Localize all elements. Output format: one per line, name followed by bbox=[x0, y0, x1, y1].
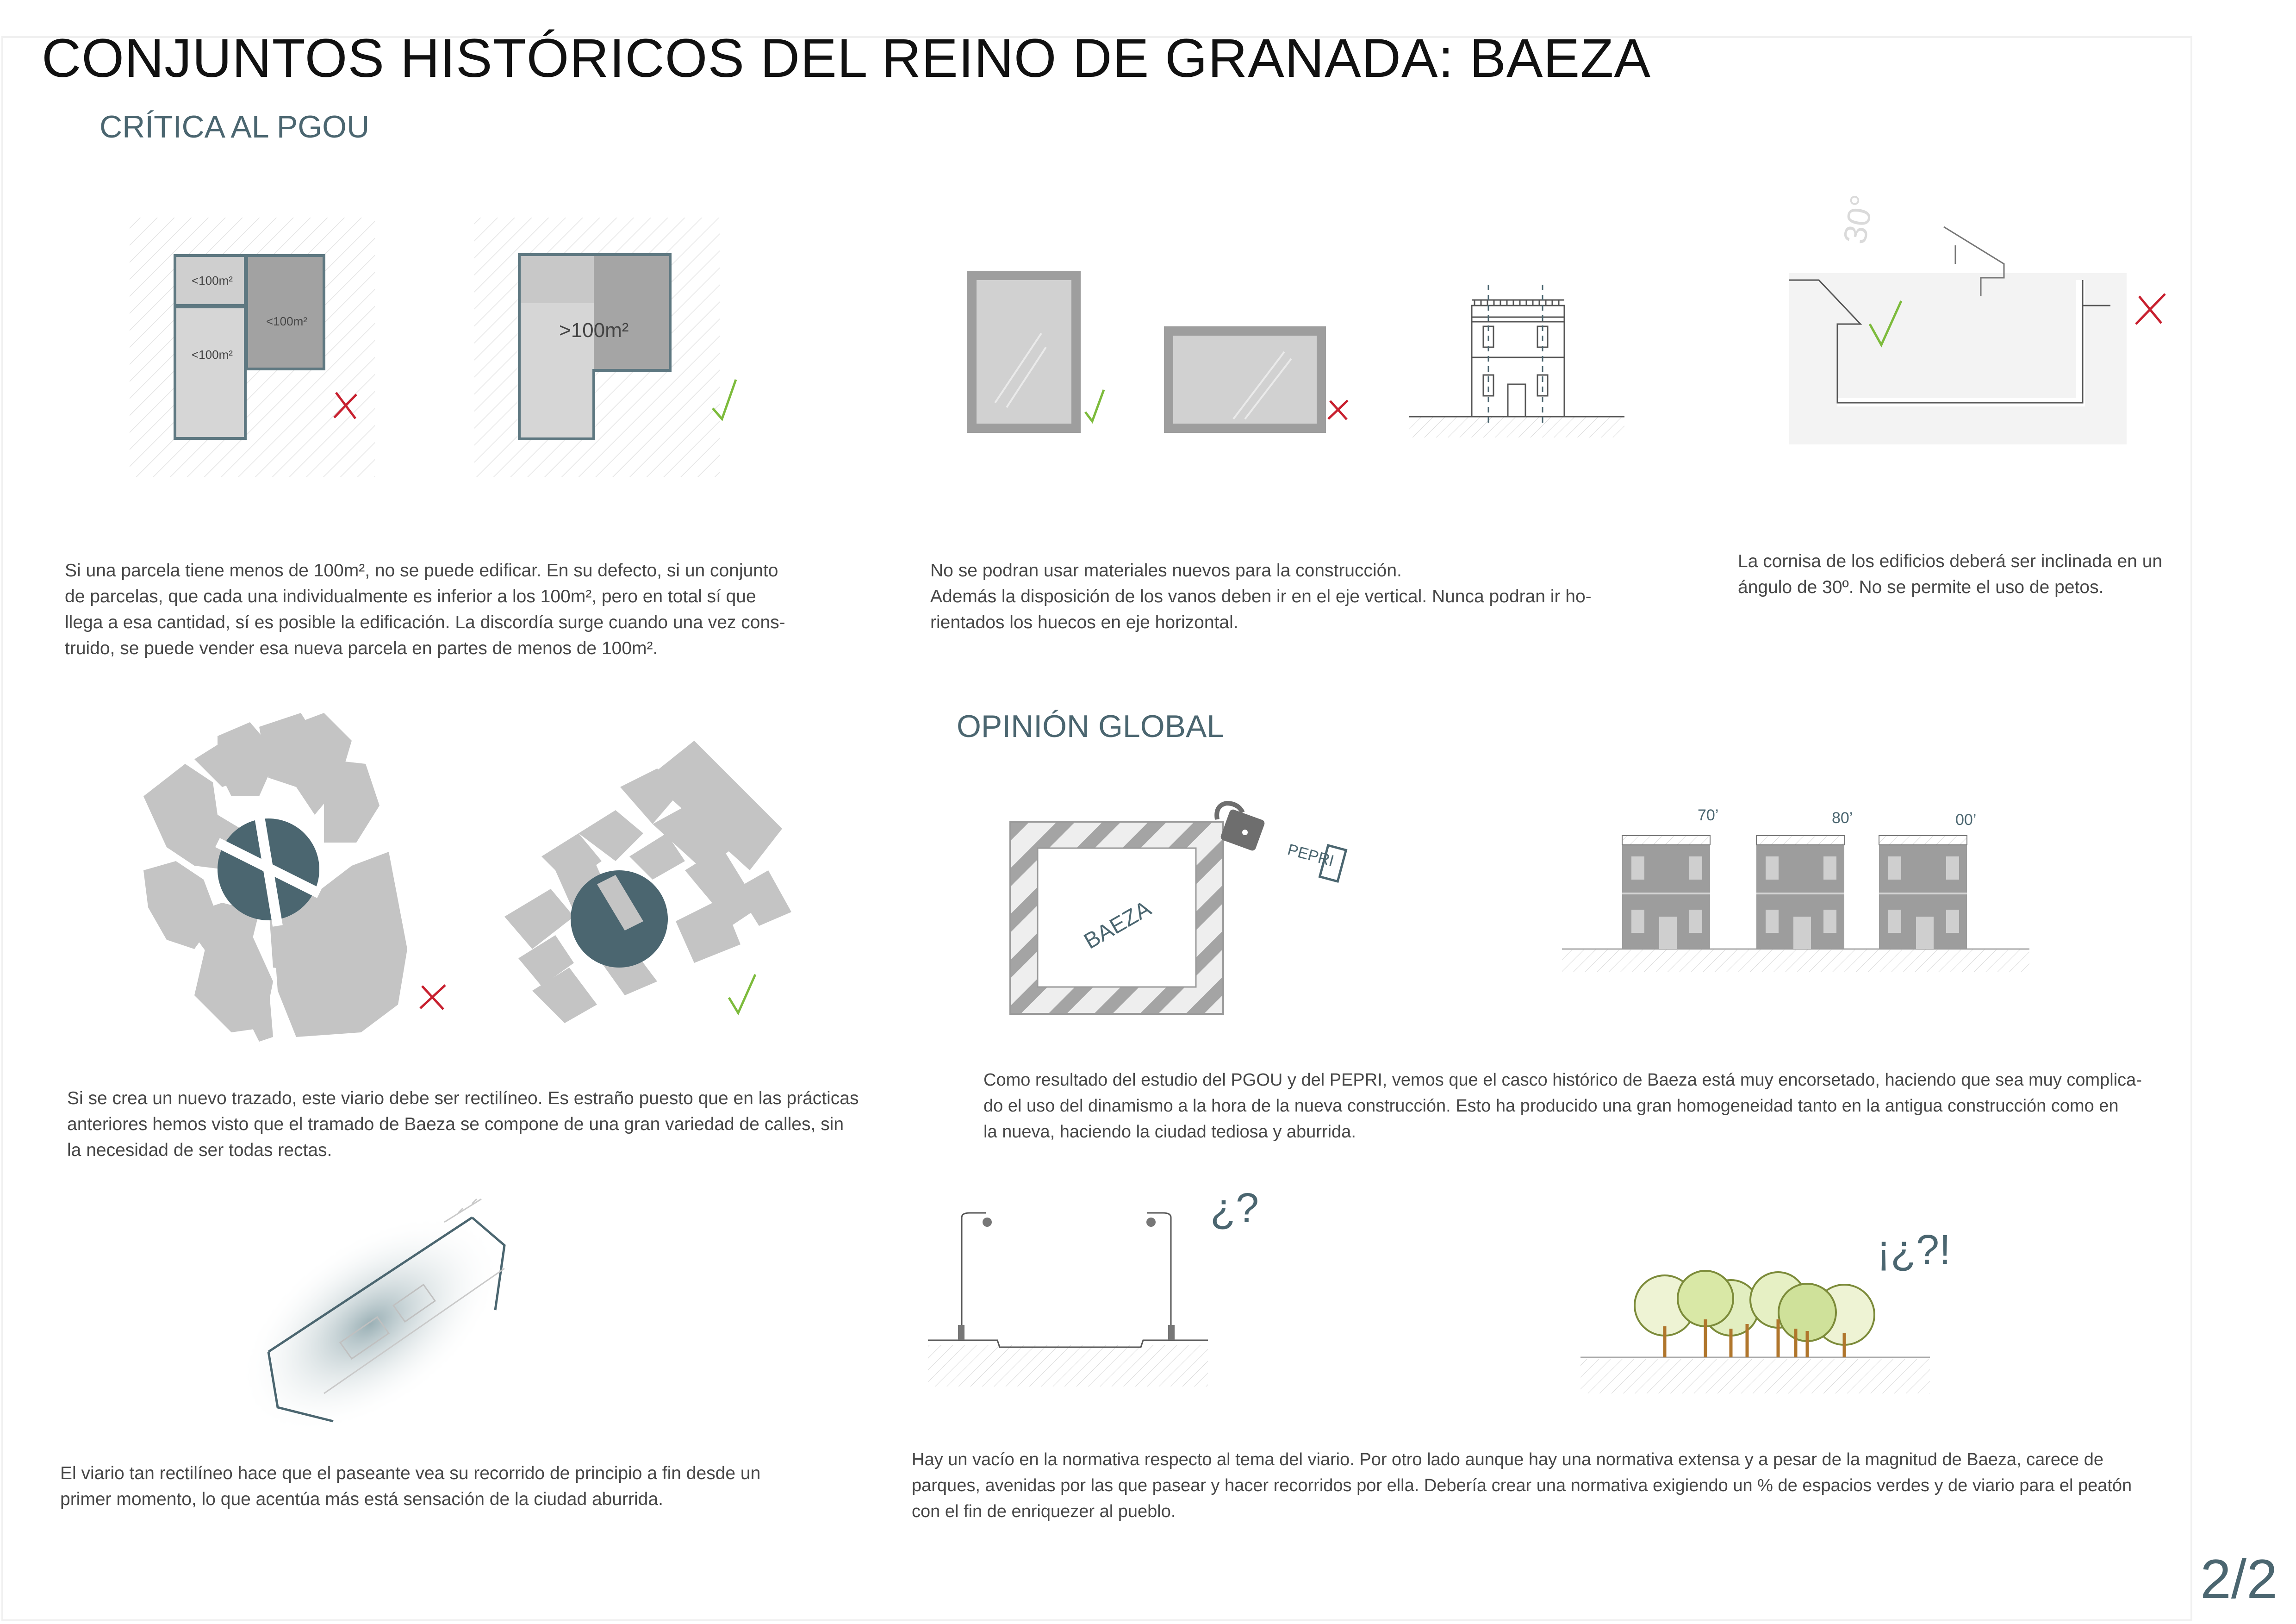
street-map-rectilinear bbox=[504, 741, 791, 1023]
svg-text:<100m²: <100m² bbox=[192, 274, 233, 287]
paragraph-parcels: Si una parcela tiene menos de 100m², no se puede edificar. En su defecto, si un conjunto de parcelas, que cada una individualmente es inferior a los 100m², pero en total sí que llega a esa cantidad, sí es posible la edificación. La discordía surge cuando una vez cons- truido, se puede vender esa nueva parcela en partes de menos de 100m². bbox=[65, 561, 785, 658]
svg-text:<100m²: <100m² bbox=[266, 314, 307, 328]
svg-text:>100m²: >100m² bbox=[559, 319, 629, 342]
decade-label-70: 70’ bbox=[1698, 806, 1719, 824]
baeza-enclosure-diagram bbox=[1010, 822, 1223, 1014]
paragraph-materials: No se podran usar materiales nuevos para la construcción. Además la disposición de los vanos deben ir en el eje vertical. Nunca podran ir ho- rientados los huecos en eje horizontal. bbox=[930, 561, 1592, 632]
page-title: CONJUNTOS HISTÓRICOS DEL REINO DE GRANADA: BAEZA bbox=[42, 28, 1651, 89]
cornice-diagram bbox=[1789, 192, 2127, 444]
parcel-diagram-merged bbox=[474, 218, 720, 477]
homogeneous-buildings-diagram bbox=[1562, 949, 2029, 972]
key-pepri-icon bbox=[1286, 841, 1346, 881]
building-00 bbox=[1879, 836, 1967, 949]
svg-text:PEPRI: PEPRI bbox=[1285, 841, 1336, 870]
cross-icon bbox=[1328, 400, 1348, 419]
cross-icon bbox=[420, 985, 445, 1009]
check-icon bbox=[1085, 390, 1104, 421]
cross-icon bbox=[2136, 294, 2165, 324]
building-80 bbox=[1756, 836, 1844, 949]
rectilinear-street-perspective bbox=[201, 1171, 540, 1477]
facade-vertical-axis-diagram bbox=[1409, 285, 1624, 437]
check-icon bbox=[729, 974, 755, 1013]
trees-diagram bbox=[1580, 1271, 1930, 1393]
baeza-label: BAEZA bbox=[1080, 896, 1156, 954]
paragraph-void: Hay un vacío en la normativa respecto al tema del viario. Por otro lado aunque hay una normativa extensa y a pesar de la magnitud de Baeza, carece de parques, avenidas por las que pasear y hacer recorridos por ella. Debería crear una normativa exigiendo un % de espacios verdes y de viario para el peatón con el fin de enriquezer al pueblo. bbox=[912, 1450, 2132, 1521]
street-map-irregular bbox=[143, 713, 407, 1042]
decade-label-00: 00’ bbox=[1955, 811, 1977, 829]
paragraph-cornice: La cornisa de los edificios deberá ser inclinada en un ángulo de 30º. No se permite el uso de petos. bbox=[1738, 551, 2163, 597]
paragraph-global: Como resultado del estudio del PGOU y del PEPRI, vemos que el casco histórico de Baeza está muy encorsetado, haciendo que sea muy complica- do el uso del dinamismo a la hora de la nueva construcción. Esto ha producido una gran homogeneidad tanto en la antigua construcción como en la nueva, haciendo la ciudad tediosa y aburrida. bbox=[983, 1070, 2142, 1142]
building-70 bbox=[1622, 836, 1710, 949]
window-horizontal-diagram bbox=[1164, 326, 1326, 433]
exclamation-question-marks: ¡¿?! bbox=[1877, 1227, 1951, 1273]
svg-text:<100m²: <100m² bbox=[192, 348, 233, 362]
question-marks: ¿? bbox=[1210, 1185, 1259, 1231]
section-heading-opinion: OPINIÓN GLOBAL bbox=[957, 709, 1225, 744]
section-heading-critica: CRÍTICA AL PGOU bbox=[100, 109, 370, 144]
street-section-diagram bbox=[928, 1213, 1208, 1387]
paragraph-straight-street: El viario tan rectilíneo hace que el paseante vea su recorrido de principio a fin desde un primer momento, lo que acentúa más está sensación de la ciudad aburrida. bbox=[60, 1463, 761, 1509]
paragraph-street: Si se crea un nuevo trazado, este viario debe ser rectilíneo. Es estraño puesto que en las prácticas anteriores hemos visto que el tramado de Baeza se compone de una gran variedad de calles, sin la necesidad de ser todas rectas. bbox=[67, 1088, 859, 1160]
decade-label-80: 80’ bbox=[1832, 809, 1853, 827]
parcel-diagram-small-plots bbox=[130, 218, 375, 477]
page-number: 2/2 bbox=[2200, 1548, 2277, 1610]
angle-label: 30° bbox=[1836, 192, 1881, 247]
window-vertical-diagram bbox=[967, 271, 1081, 433]
